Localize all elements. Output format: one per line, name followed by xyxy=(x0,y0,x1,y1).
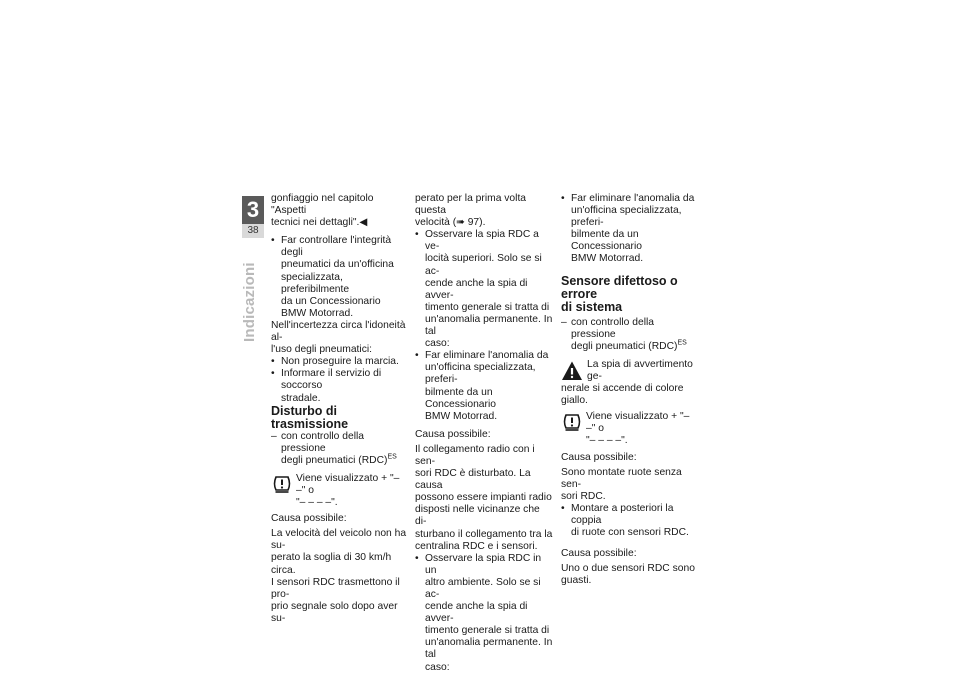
intro-line: tecnici nei dettagli".◀ xyxy=(271,217,368,229)
cause-line: prio segnale solo dopo aver su- xyxy=(271,600,398,624)
paragraph-line: disposti nelle vicinanze che di- xyxy=(415,504,540,528)
page-number: 38 xyxy=(242,224,264,238)
cause-line: La velocità del veicolo non ha su- xyxy=(271,528,407,552)
list-item-line: BMW Motorrad. xyxy=(281,307,354,319)
condition-item xyxy=(561,317,699,353)
paragraph-line: l'uso degli pneumatici: xyxy=(271,344,372,356)
section-heading: Disturbo di trasmissione xyxy=(271,403,349,431)
list-item-line: • Montare a posteriori la coppia xyxy=(571,502,674,526)
cause-line: sori RDC. xyxy=(561,490,606,502)
display-line: Viene visualizzato + "– –" o xyxy=(586,411,690,435)
paragraph-line: possono essere impianti radio xyxy=(415,492,552,504)
list-item-line: • Informare il servizio di soccorso xyxy=(281,368,382,392)
dash-mark: – xyxy=(271,430,277,442)
list-item-line: un'anomalia permanente. In tal xyxy=(425,313,553,338)
list-item-line: un'anomalia permanente. In tal xyxy=(425,637,553,661)
cause-line: guasti. xyxy=(561,575,592,587)
display-line: "– – – –". xyxy=(296,497,338,509)
list-item-line: bilmente da un Concessionario xyxy=(425,386,496,410)
list-item-line: caso: xyxy=(425,661,450,673)
page-reference[interactable]: velocità (➠ 97). xyxy=(415,217,486,229)
option-superscript: ES xyxy=(677,339,687,347)
paragraph-line: sturbano il collegamento tra la xyxy=(415,528,553,540)
condition-item xyxy=(271,431,409,467)
cause-label: Causa possibile: xyxy=(561,451,637,463)
chapter-number: 3 xyxy=(242,196,264,224)
list-item xyxy=(415,553,553,674)
list-item-line: BMW Motorrad. xyxy=(425,410,498,422)
cause-line: Uno o due sensori RDC sono xyxy=(561,563,695,575)
warning-line: nerale si accende di colore xyxy=(561,383,684,395)
general-warning-triangle-icon xyxy=(561,360,583,382)
column-2 xyxy=(415,193,553,674)
cause-label: Causa possibile: xyxy=(415,428,491,440)
paragraph-line: Nell'incertezza circa l'idoneità al- xyxy=(271,319,406,344)
paragraph-line: centralina RDC e i sensori. xyxy=(415,540,538,552)
cause-line: I sensori RDC trasmettono il pro- xyxy=(271,576,400,600)
cause-line: Sono montate ruote senza sen- xyxy=(561,466,682,490)
text-line: perato per la prima volta questa xyxy=(415,193,527,217)
paragraph-line: Il collegamento radio con i sen- xyxy=(415,443,535,467)
list-item-line: specializzata, preferibilmente xyxy=(281,271,350,295)
list-item-line: di ruote con sensori RDC. xyxy=(571,527,689,539)
list-item xyxy=(271,368,409,404)
list-item-line: • Osservare la spia RDC a ve- xyxy=(425,229,539,253)
condition-line: con controllo della pressione xyxy=(571,316,654,340)
paragraph-line: sori RDC è disturbato. La causa xyxy=(415,468,531,492)
condition-line: con controllo della pressione xyxy=(281,430,364,454)
list-item-line: timento generale si tratta di xyxy=(425,625,550,637)
warning-note xyxy=(561,359,699,407)
display-line: Viene visualizzato + "– –" o xyxy=(296,472,400,496)
list-item xyxy=(415,350,553,423)
list-item-line: • Far eliminare l'anomalia da xyxy=(425,350,549,362)
list-item-line: da un Concessionario xyxy=(281,295,381,307)
list-item-line: • Far controllare l'integrità degli xyxy=(281,235,392,259)
warning-line: La spia di avvertimento ge- xyxy=(587,358,693,382)
intro-line: gonfiaggio nel capitolo "Aspetti xyxy=(271,193,374,217)
display-note xyxy=(271,473,409,509)
list-item-line: pneumatici da un'officina xyxy=(281,259,394,271)
column-1 xyxy=(271,193,409,625)
list-item-line: • Far eliminare l'anomalia da xyxy=(571,193,695,204)
list-item-line: • Osservare la spia RDC in un xyxy=(425,552,542,576)
list-item xyxy=(271,356,409,368)
list-item-line: un'officina specializzata, preferi- xyxy=(571,205,682,229)
dash-mark: – xyxy=(561,316,567,328)
cause-label: Causa possibile: xyxy=(561,548,637,560)
heading-line: Sensore difettoso o errore xyxy=(561,273,678,301)
display-line: "– – – –". xyxy=(586,435,628,447)
column-3 xyxy=(561,193,699,587)
condition-line xyxy=(571,341,699,353)
list-item-line: cende anche la spia di avver- xyxy=(425,277,528,301)
section-heading xyxy=(561,275,699,314)
tire-pressure-warning-icon xyxy=(271,473,293,495)
list-item xyxy=(561,503,699,539)
list-item-line: stradale. xyxy=(281,392,321,404)
list-item-line: cende anche la spia di avver- xyxy=(425,601,528,625)
cause-label: Causa possibile: xyxy=(271,513,347,525)
option-superscript: ES xyxy=(387,453,397,461)
list-item-line: altro ambiente. Solo se si ac- xyxy=(425,576,541,600)
list-item-line: BMW Motorrad. xyxy=(571,253,644,265)
section-label: Indicazioni xyxy=(241,262,258,342)
list-item-line: • Non proseguire la marcia. xyxy=(281,356,399,368)
tire-pressure-warning-icon xyxy=(561,411,583,433)
condition-line xyxy=(281,455,409,467)
list-item xyxy=(415,229,553,350)
list-item-line: un'officina specializzata, preferi- xyxy=(425,362,536,386)
display-note xyxy=(561,411,699,447)
list-item-line: caso: xyxy=(425,338,450,350)
list-item-line: timento generale si tratta di xyxy=(425,301,550,313)
condition-text: degli pneumatici (RDC) xyxy=(281,454,388,466)
heading-line: di sistema xyxy=(561,299,623,314)
condition-text: degli pneumatici (RDC) xyxy=(571,340,678,352)
list-item xyxy=(271,235,409,320)
cause-line: perato la soglia di 30 km/h circa. xyxy=(271,552,392,576)
list-item xyxy=(561,193,699,266)
list-item-line: locità superiori. Solo se si ac- xyxy=(425,253,542,277)
list-item-line: bilmente da un Concessionario xyxy=(571,229,642,253)
warning-line: giallo. xyxy=(561,395,588,407)
